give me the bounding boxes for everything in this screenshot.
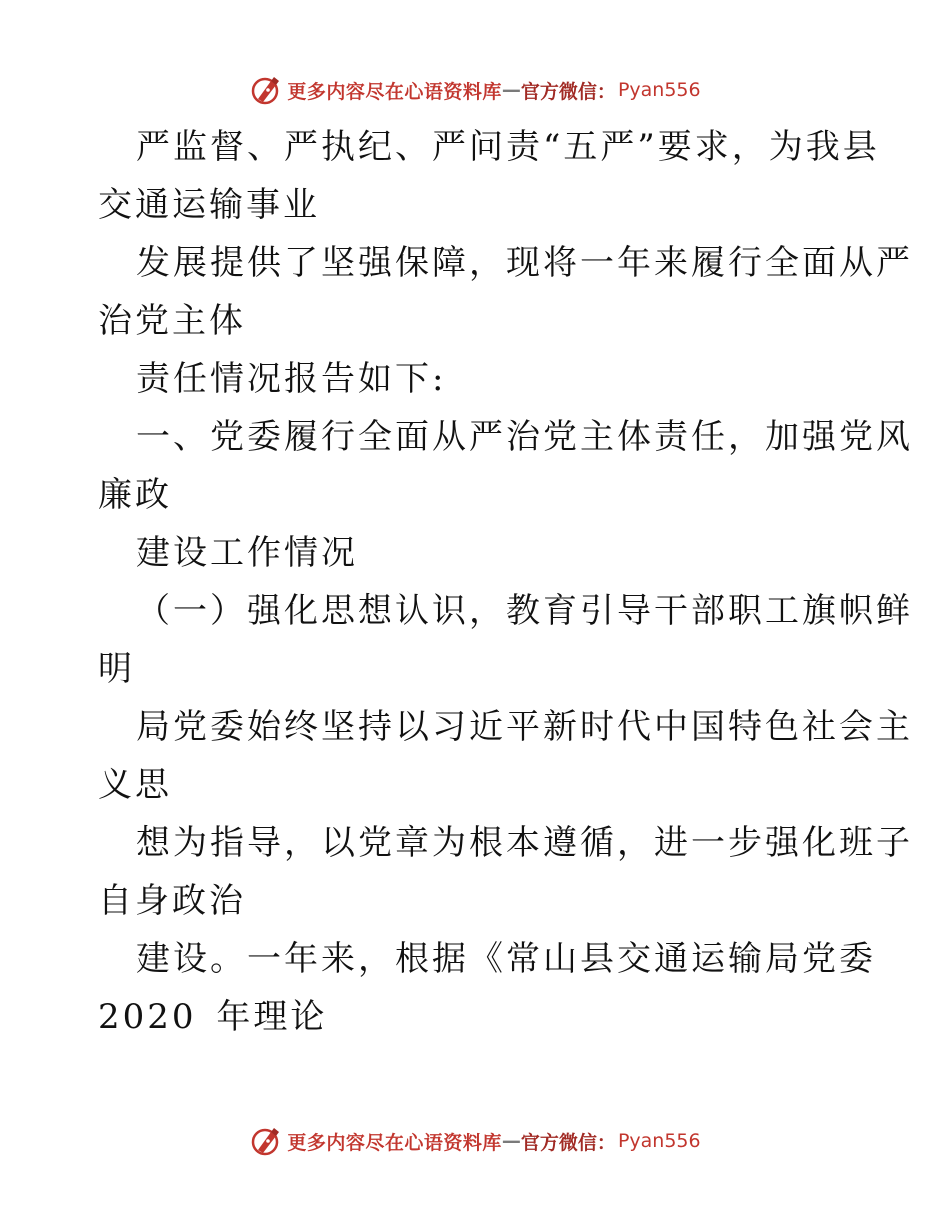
section-heading: 一、党委履行全面从严治党主体责任，加强党风 [136,417,913,457]
banner-main-text: 更多内容尽在心语资料库 [287,80,502,103]
text-line: 发展提供了坚强保障，现将一年来履行全面从严 [136,243,913,283]
header-banner [0,70,950,110]
text-line: 治党主体 [98,301,246,341]
footer-banner [0,1121,950,1161]
text-line: 想为指导，以党章为根本遵循，进一步强化班子 [136,823,913,863]
text-line: 责任情况报告如下: [136,359,447,399]
text-line: 交通运输事业 [98,185,320,225]
section-heading-continued: 建设工作情况 [136,533,358,573]
banner-wechat-id: Pyan556 [617,1130,701,1152]
banner-wechat-label: 官方微信： [520,80,616,103]
document-body [98,118,913,1046]
banner-main-text: 更多内容尽在心语资料库 [287,1131,502,1154]
text-line: 严监督、严执纪、严问责“五严”要求，为我县 [136,127,880,167]
text-line: 自身政治 [98,881,246,921]
banner-separator: — [501,1130,521,1152]
banner-wechat-id: Pyan556 [617,79,701,101]
text-line: 建设。一年来，根据《常山县交通运输局党委 [136,939,876,979]
banner-separator: — [501,79,521,101]
pen-nib-logo-icon [249,73,283,107]
text-line: 局党委始终坚持以习近平新时代中国特色社会主 [136,707,913,747]
pen-nib-logo-icon [249,1124,283,1158]
section-heading-continued: 廉政 [98,475,172,515]
text-line: 2020 年理论 [98,997,328,1037]
text-line: 义思 [98,765,172,805]
subsection-heading-continued: 明 [98,649,135,689]
banner-wechat-label: 官方微信： [520,1131,616,1154]
subsection-heading: （一）强化思想认识，教育引导干部职工旗帜鲜 [136,591,913,631]
